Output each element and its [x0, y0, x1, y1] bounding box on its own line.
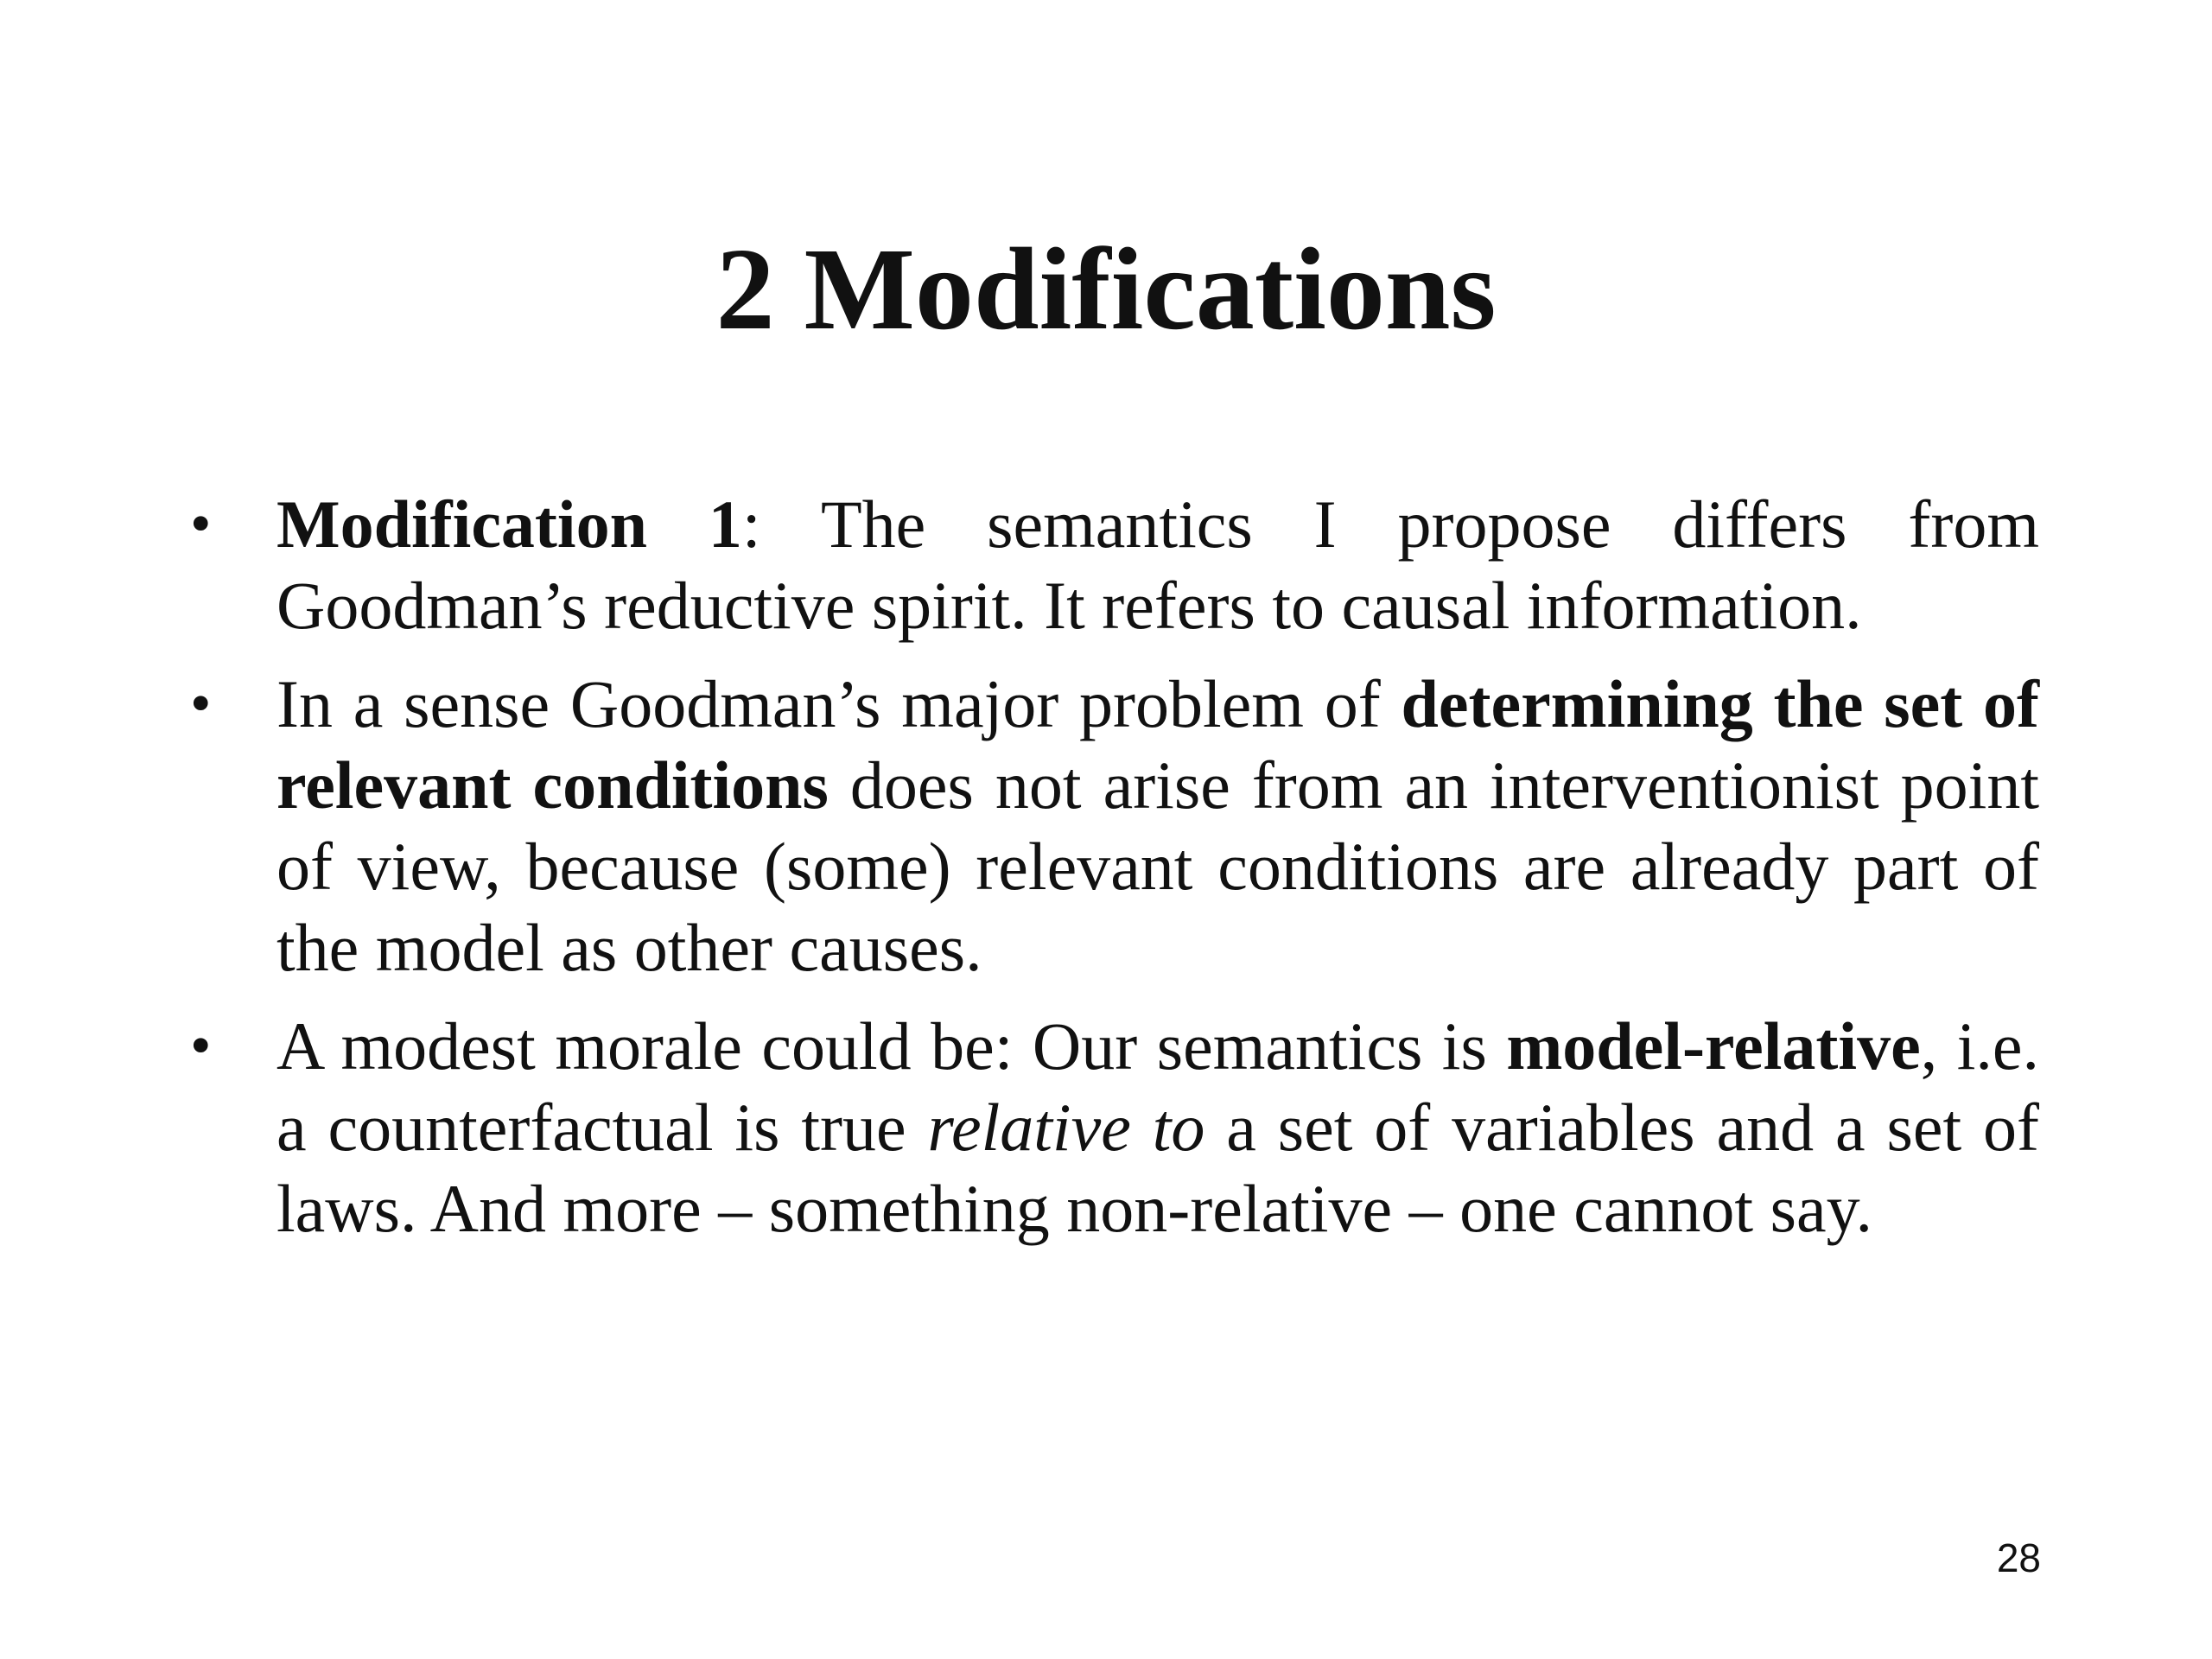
bullet-dot-icon: • [190, 491, 212, 557]
bullet-1-term: Modification 1 [276, 486, 742, 562]
bullet-3-text-end: a set of variables and a set of laws. And more – something non-relative – one cannot say. [276, 1090, 2039, 1246]
slide-title: 2 Modifications [715, 225, 1497, 354]
bullet-dot-icon: • [190, 1013, 212, 1079]
bullet-1-text: : The semantics I propose differs from Goodman’s reductive spirit. It refers to causal information. [276, 486, 2039, 643]
bullet-list [190, 484, 2039, 1267]
bullet-3-emphasis: model-relative [1506, 1008, 1921, 1084]
bullet-item-3 [190, 1006, 2039, 1249]
bullet-item-2 [190, 664, 2039, 988]
bullet-2-emphasis: determining the set of relevant conditions [276, 666, 2039, 823]
bullet-3-italic: relative to [927, 1090, 1205, 1165]
bullet-item-1 [190, 484, 2039, 646]
bullet-3-text-middle: , i.e. a counterfactual is true [276, 1008, 2039, 1165]
bullet-3-text-start: A modest morale could be: Our semantics is [276, 1008, 1507, 1084]
page-number: 28 [1996, 1535, 2041, 1580]
bullet-2-text-start: In a sense Goodman’s major problem of [276, 666, 1402, 741]
bullet-dot-icon: • [190, 671, 212, 737]
bullet-2-text-end: does not arise from an interventionist point of view, because (some) relevant conditions are already part of the model as other causes. [276, 747, 2039, 985]
